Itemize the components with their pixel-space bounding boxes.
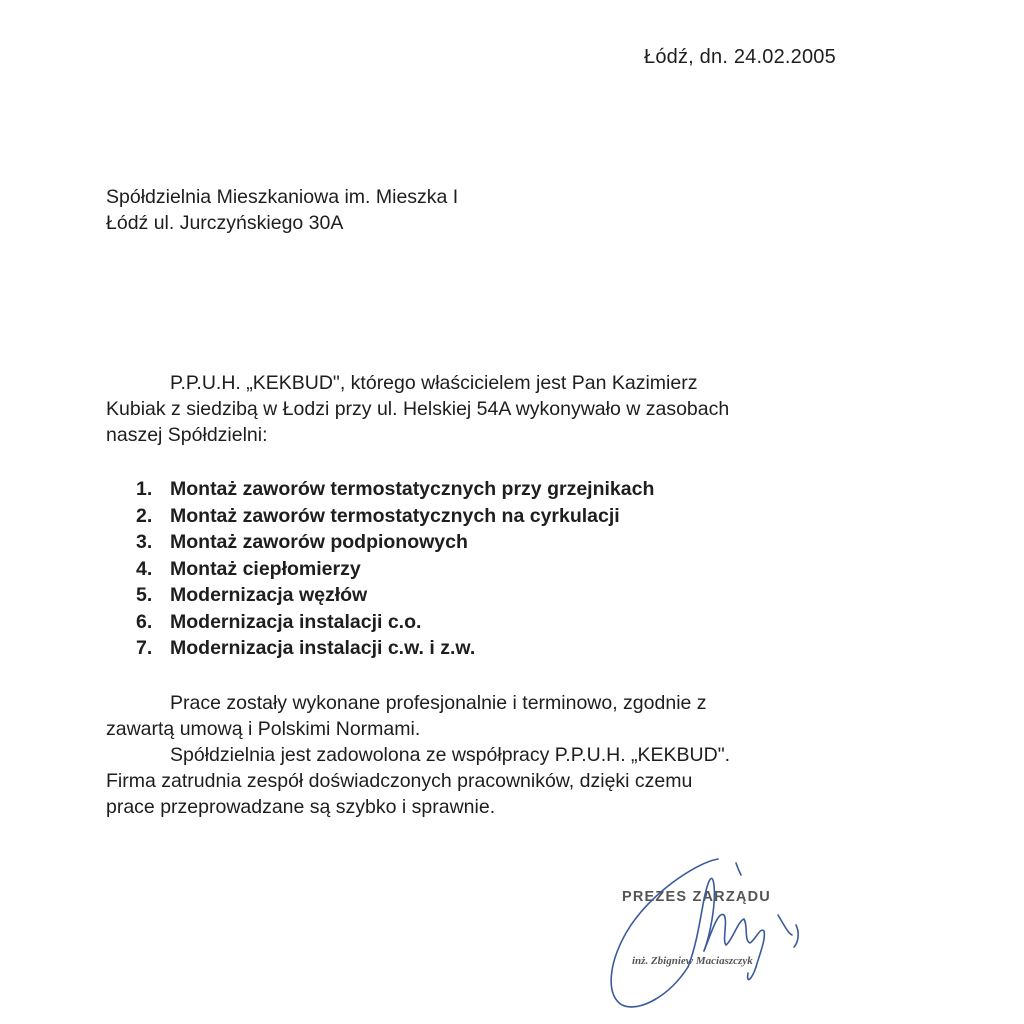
- closing-line: Spółdzielnia jest zadowolona ze współpracy P.P.U.H. „KEKBUD".: [170, 744, 731, 766]
- works-item-number: 1.: [136, 478, 153, 500]
- handwritten-signature: [600, 855, 850, 1015]
- works-list-item: [136, 529, 654, 556]
- works-list-item: [136, 635, 654, 662]
- stamp-name: inż. Zbigniew Maciaszczyk: [632, 955, 753, 967]
- works-item-text: Montaż zaworów podpionowych: [170, 531, 468, 553]
- works-item-text: Modernizacja instalacji c.w. i z.w.: [170, 637, 476, 659]
- works-list-item: [136, 609, 654, 636]
- addressee-line: Spółdzielnia Mieszkaniowa im. Mieszka I: [106, 186, 459, 208]
- works-list-item: [136, 476, 654, 503]
- addressee-block: [106, 184, 458, 236]
- intro-line: Kubiak z siedzibą w Łodzi przy ul. Helskiej 54A wykonywało w zasobach: [106, 398, 730, 420]
- works-item-number: 6.: [136, 610, 153, 633]
- works-item-text: Modernizacja instalacji c.o.: [170, 610, 422, 633]
- closing-paragraph: [106, 690, 730, 820]
- closing-line: Firma zatrudnia zespół doświadczonych pracowników, dzięki czemu: [106, 770, 693, 792]
- works-item-text: Modernizacja węzłów: [170, 584, 368, 606]
- stamp-title: PREZES ZARZĄDU: [622, 889, 771, 905]
- letter-date: Łódź, dn. 24.02.2005: [644, 46, 836, 68]
- closing-line: Prace zostały wykonane profesjonalnie i terminowo, zgodnie z: [170, 692, 707, 714]
- intro-paragraph: [106, 370, 729, 448]
- closing-line: prace przeprowadzane są szybko i sprawnie.: [106, 796, 496, 818]
- intro-line: P.P.U.H. „KEKBUD", którego właścicielem jest Pan Kazimierz: [170, 372, 698, 394]
- works-item-text: Montaż zaworów termostatycznych przy grzejnikach: [170, 478, 655, 500]
- works-list-item: [136, 582, 654, 609]
- works-list: [136, 476, 654, 662]
- works-item-number: 5.: [136, 584, 153, 606]
- works-item-text: Montaż ciepłomierzy: [170, 557, 361, 580]
- works-list-item: [136, 503, 654, 530]
- works-item-number: 7.: [136, 637, 153, 659]
- works-item-text: Montaż zaworów termostatycznych na cyrkulacji: [170, 504, 620, 527]
- signature-block: [600, 855, 850, 1015]
- works-item-number: 3.: [136, 531, 153, 553]
- closing-line: zawartą umową i Polskimi Normami.: [106, 718, 421, 740]
- intro-line: naszej Spółdzielni:: [106, 424, 268, 446]
- addressee-line: Łódź ul. Jurczyńskiego 30A: [106, 212, 344, 234]
- works-item-number: 2.: [136, 504, 153, 527]
- works-item-number: 4.: [136, 557, 153, 580]
- works-list-item: [136, 556, 654, 583]
